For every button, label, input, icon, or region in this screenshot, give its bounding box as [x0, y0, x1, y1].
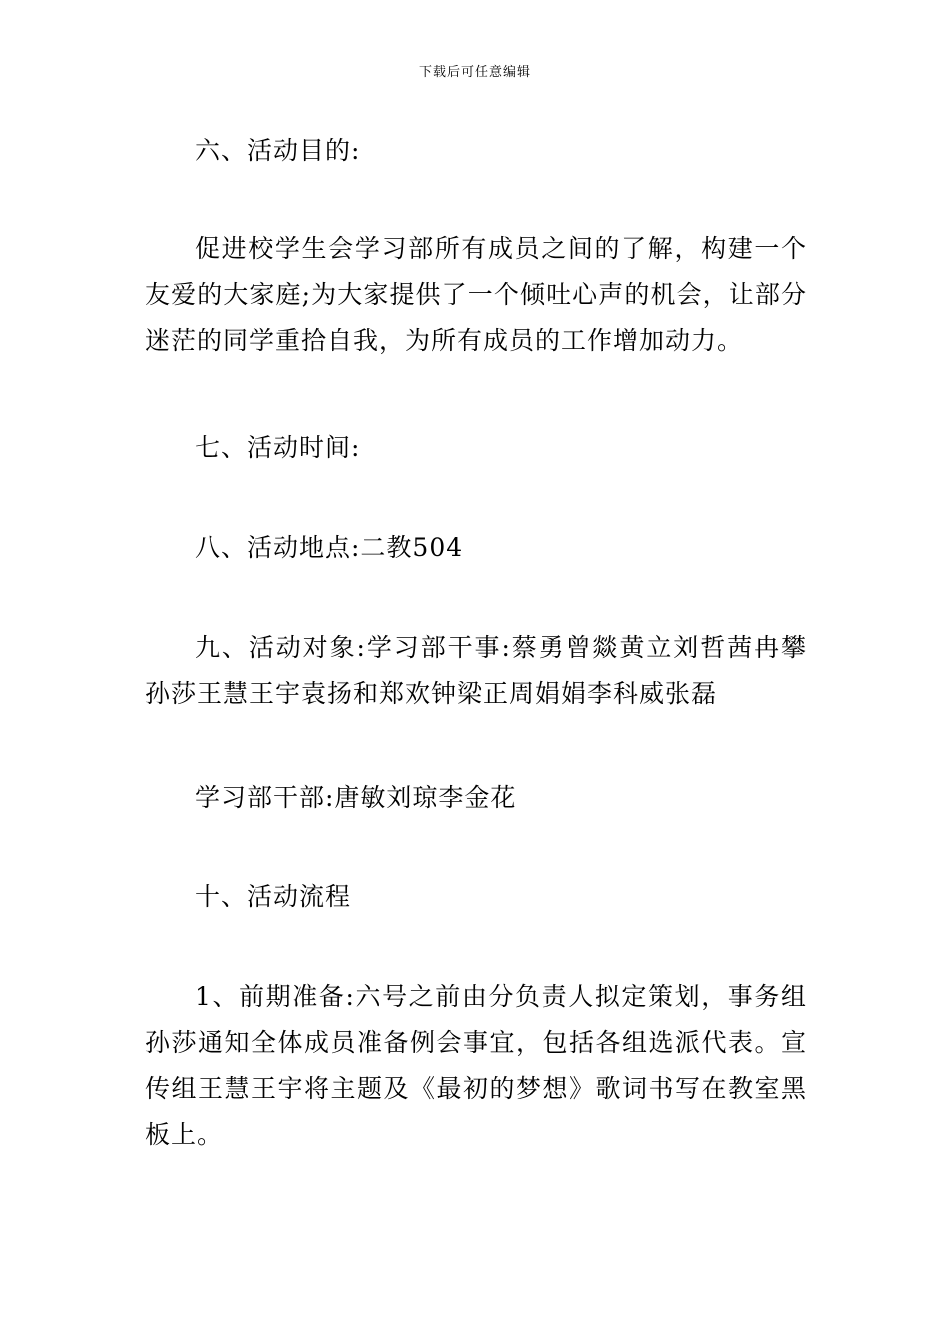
section-process-step-1: 1、前期准备:六号之前由分负责人拟定策划，事务组孙莎通知全体成员准备例会事宜，包括各组选派代表。宣传组王慧王宇将主题及《最初的梦想》歌词书写在教室黑板上。: [145, 982, 807, 1149]
section-purpose-text: 促进校学生会学习部所有成员之间的了解，构建一个友爱的大家庭;为大家提供了一个倾吐心声的机会，让部分迷茫的同学重拾自我，为所有成员的工作增加动力。: [145, 234, 807, 355]
section-process-heading: 十、活动流程: [195, 882, 352, 911]
section-purpose-heading: 六、活动目的:: [195, 136, 361, 165]
section-time-heading: 七、活动时间:: [195, 433, 361, 462]
section-participants: 九、活动对象:学习部干事:蔡勇曾燚黄立刘哲茜冉攀孙莎王慧王宇袁扬和郑欢钟梁正周娟娟李科威张磊: [145, 633, 807, 708]
page-header: 下载后可任意编辑: [418, 65, 531, 80]
section-officers: 学习部干部:唐敏刘琼李金花: [195, 783, 517, 812]
section-location: 八、活动地点:二教504: [195, 533, 464, 562]
